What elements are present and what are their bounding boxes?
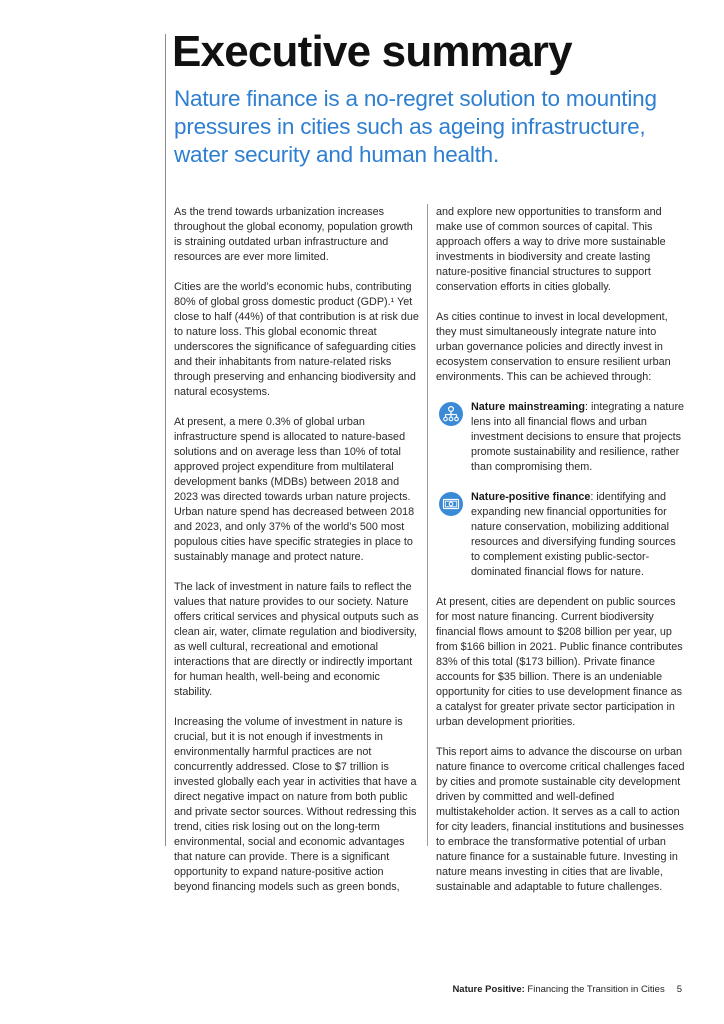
list-item-nature-mainstreaming — [436, 400, 686, 475]
paragraph: As cities continue to invest in local development, they must simultaneously integrate nature into urban governance policies and directly invest in ecosystem conservation to ensure resilient urban environments. This can be achieved through: — [436, 311, 671, 383]
footer-report-title: Nature Positive: — [452, 984, 525, 995]
left-vertical-rule — [165, 34, 166, 846]
item-title: Nature-positive finance — [471, 491, 591, 503]
item-text: : integrating a nature lens into all financial flows and urban investment decisions to ensure that projects promote sustainability and resilience, rather than compromising them. — [471, 401, 685, 473]
paragraph: This report aims to advance the discourse on urban nature finance to overcome critical challenges faced by cities and promote sustainable city development driven by committed and well-defined multistakeholder action. It serves as a call to action for city leaders, financial institutions and businesses to embrace the transformative potential of urban nature finance for a sustainable future. Investing in nature means investing in cities that are livable, sustainable and adaptable to future challenges. — [436, 746, 685, 893]
item-title: Nature mainstreaming — [471, 401, 585, 413]
page-title: Executive summary — [172, 27, 572, 76]
right-column — [436, 205, 686, 910]
paragraph: At present, a mere 0.3% of global urban infrastructure spend is allocated to nature-based solutions and on average less than 10% of total approved project expenditure from multilateral development banks (MDBs) between 2018 and 2023 was directed towards urban nature projects. Urban nature spend has decreased between 2018 and 2023, and only 37% of the world’s 500 most populous cities have specific strategies in place to sustainably manage and protect nature. — [174, 416, 415, 563]
banknote-icon — [439, 492, 463, 516]
footer-report-subtitle: Financing the Transition in Cities — [524, 984, 665, 995]
paragraph: At present, cities are dependent on public sources for most nature financing. Current biodiversity financial flows amount to $208 billion per year, up from $166 billion in 2021. Public finance contributes 83% of this total ($173 billion). Private finance accounts for $35 billion. There is an undeniable opportunity for cities to use development finance as a catalyst for greater private sector participation in urban development priorities. — [436, 596, 683, 728]
column-divider — [427, 204, 428, 846]
network-icon — [439, 402, 463, 426]
paragraph: Increasing the volume of investment in nature is crucial, but it is not enough if investments in environmentally harmful practices are not concurrently addressed. Close to $7 trillion is invested globally each year in activities that have a direct negative impact on nature from both public and private sector sources. Without redressing this trend, cities risk losing out on the long-term environmental, social and economic advantages that nature can provide. There is a significant opportunity to expand nature-positive action beyond financing models such as green bonds, — [174, 716, 417, 893]
page-subtitle: Nature finance is a no-regret solution to mounting pressures in cities such as ageing infrastructure, water security and human health. — [174, 86, 657, 167]
paragraph: As the trend towards urbanization increases throughout the global economy, population growth is straining outdated urban infrastructure and resources are ever more limited. — [174, 206, 413, 263]
paragraph: and explore new opportunities to transform and make use of common sources of capital. This approach offers a way to drive more sustainable investments in biodiversity and create lasting nature-positive financial structures to support conservation efforts in cities globally. — [436, 206, 666, 293]
paragraph: The lack of investment in nature fails to reflect the values that nature provides to our society. Nature offers critical services and physical outputs such as clean air, water, climate regulation and biodiversity, as well cultural, recreational and emotional interactions that are directly or indirectly important for human health, well-being and economic stability. — [174, 581, 419, 698]
list-item-nature-positive-finance — [436, 490, 686, 580]
page-number: 5 — [676, 984, 682, 995]
page-footer — [452, 984, 682, 995]
paragraph: Cities are the world’s economic hubs, contributing 80% of global gross domestic product (GDP).¹ Yet close to half (44%) of that contribution is at risk due to nature loss. This global economic threat underscores the significance of safeguarding cities and their inhabitants from nature-related risks through preserving and enhancing biodiversity and natural ecosystems. — [174, 281, 419, 398]
left-column — [174, 205, 419, 910]
item-text: : identifying and expanding new financial opportunities for nature conservation, mobilizing additional resources and diversifying funding sources to complement existing public-sector-dominated financial flows for nature. — [471, 491, 676, 578]
